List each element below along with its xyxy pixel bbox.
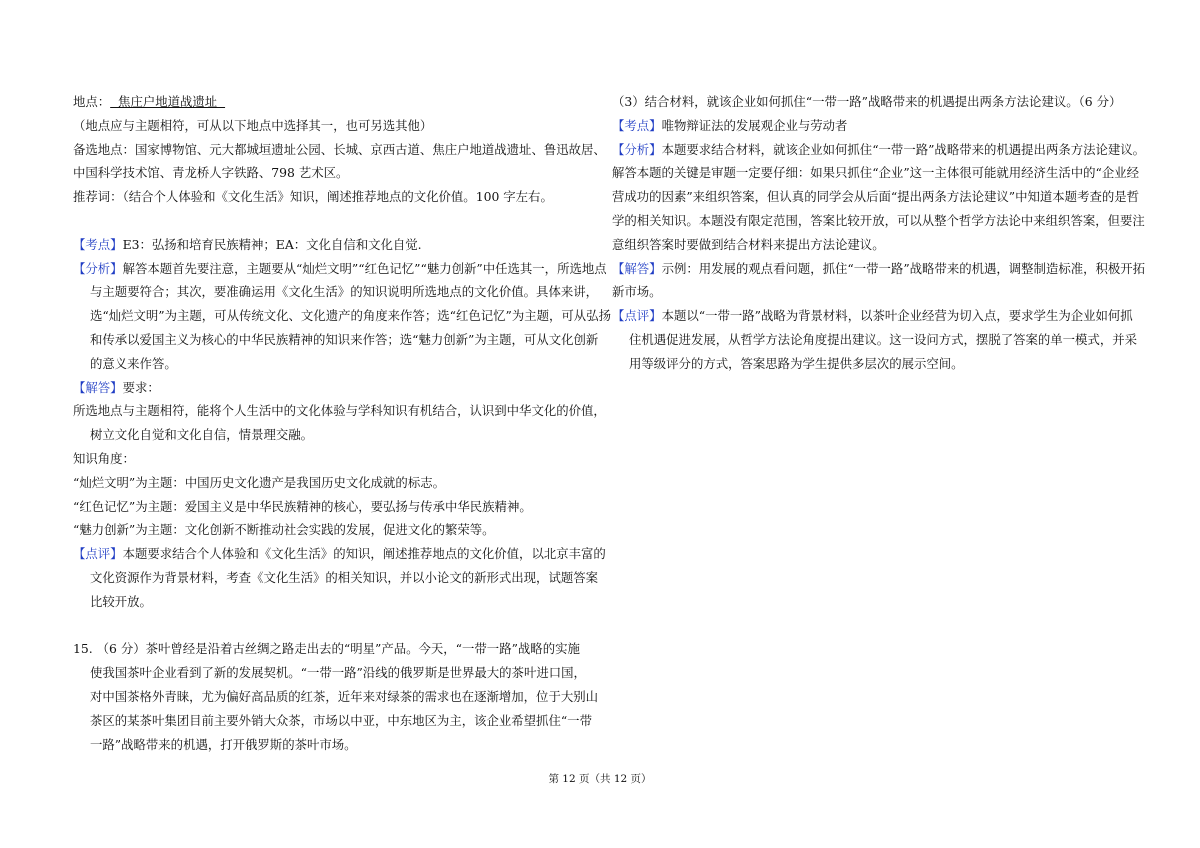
fenxi-line: 本题要求结合材料，就该企业如何抓住“一带一路”战略带来的机遇提出两条方法论建议。 <box>661 141 1146 157</box>
location-hint: （地点应与主题相符，可从以下地点中选择其一，也可另选其他） <box>73 117 433 133</box>
fenxi-section <box>612 138 1146 162</box>
kaodian-text: E3：弘扬和培育民族精神；EA：文化自信和文化自觉. <box>122 236 422 252</box>
jieda-line: 新市场。 <box>612 284 662 300</box>
dianping-line: 住机遇促进发展，从哲学方法论角度提出建议。这一设问方式，摆脱了答案的单一模式，并采 <box>629 331 1138 347</box>
fenxi-line: 解答本题首先要注意，主题要从“灿烂文明”“红色记忆”“魅力创新”中任选其一，所选地点 <box>122 260 607 276</box>
location-value: 焦庄户地道战遗址 <box>110 94 226 109</box>
kaodian-text: 唯物辩证法的发展观企业与劳动者 <box>661 117 848 133</box>
fenxi-line: 的意义来作答。 <box>90 355 177 371</box>
fenxi-line: 意组织答案时要做到结合材料来提出方法论建议。 <box>612 236 885 252</box>
dianping-tag: 【点评】 <box>73 546 123 562</box>
fenxi-line: 和传承以爱国主义为核心的中华民族精神的知识来作答；选“魅力创新”为主题，可从文化创新 <box>90 331 599 347</box>
right-column <box>612 90 1146 376</box>
jieda-section <box>612 257 1146 281</box>
kaodian-tag: 【考点】 <box>612 117 662 133</box>
kaodian-section <box>73 233 595 257</box>
dianping-line: 本题以“一带一路”战略为背景材料，以茶叶企业经营为切入点，要求学生为企业如何抓 <box>661 308 1133 324</box>
fenxi-line: 解答本题的关键是审题一定要仔细：如果只抓住“企业”这一主体很可能就用经济生活中的“企业经 <box>612 165 1140 181</box>
fenxi-tag: 【分析】 <box>612 141 662 157</box>
jieda-line: 所选地点与主题相符，能将个人生活中的文化体验与学科知识有机结合，认识到中华文化的价值， <box>73 403 606 419</box>
jieda-line: 要求： <box>122 379 160 395</box>
options-line: 中国科学技术馆、青龙桥人字铁路、798 艺术区。 <box>73 165 349 181</box>
jieda-tag: 【解答】 <box>73 379 123 395</box>
question-3: （3）结合材料，就该企业如何抓住“一带一路”战略带来的机遇提出两条方法论建议。（6 分） <box>612 94 1122 109</box>
jieda-line: “魅力创新”为主题：文化创新不断推动社会实践的发展，促进文化的繁荣等。 <box>73 522 495 538</box>
question-15-line: 对中国茶格外青睐，尤为偏好高品质的红茶，近年来对绿茶的需求也在逐渐增加，位于大别山 <box>90 688 599 704</box>
jieda-line: “红色记忆”为主题：爱国主义是中华民族精神的核心，要弘扬与传承中华民族精神。 <box>73 498 532 514</box>
jieda-line: 示例：用发展的观点看问题，抓住“一带一路”战略带来的机遇，调整制造标准，积极开拓 <box>661 260 1146 276</box>
jieda-tag: 【解答】 <box>612 260 662 276</box>
question-15-line: 一路”战略带来的机遇，打开俄罗斯的茶叶市场。 <box>90 736 357 752</box>
left-column <box>73 90 611 756</box>
question-15: 15. （6 分）茶叶曾经是沿着古丝绸之路走出去的“明星”产品。今天，“一带一路”战略的实施 <box>73 641 580 657</box>
kaodian-tag: 【考点】 <box>73 236 123 252</box>
dianping-line: 用等级评分的方式，答案思路为学生提供多层次的展示空间。 <box>629 355 964 371</box>
question-15-line: 茶区的某茶叶集团目前主要外销大众茶，市场以中亚，中东地区为主，该企业希望抓住“一带 <box>90 712 592 728</box>
dianping-line: 本题要求结合个人体验和《文化生活》的知识，阐述推荐地点的文化价值，以北京丰富的 <box>122 546 606 562</box>
kaodian-section <box>612 114 1136 138</box>
dianping-section <box>612 304 1136 328</box>
fenxi-line: 选“灿烂文明”为主题，可从传统文化、文化遗产的角度来作答；选“红色记忆”为主题，可从弘扬 <box>90 308 611 324</box>
jieda-line: “灿烂文明”为主题：中国历史文化遗产是我国历史文化成就的标志。 <box>73 474 445 490</box>
dianping-tag: 【点评】 <box>612 308 662 324</box>
dianping-line: 文化资源作为背景材料，考查《文化生活》的相关知识，并以小论文的新形式出现，试题答案 <box>90 569 599 585</box>
recommend-line: 推荐词：（结合个人体验和《文化生活》知识，阐述推荐地点的文化价值。100 字左右。 <box>73 189 553 205</box>
options-line: 备选地点：国家博物馆、元大都城垣遗址公园、长城、京西古道、焦庄户地道战遗址、鲁迅故居、 <box>73 141 606 157</box>
jieda-section <box>73 376 595 400</box>
jieda-line: 树立文化自觉和文化自信，情景理交融。 <box>90 427 314 443</box>
fenxi-tag: 【分析】 <box>73 260 123 276</box>
dianping-line: 比较开放。 <box>90 593 152 609</box>
location-label: 地点： <box>73 94 111 109</box>
fenxi-line: 与主题要符合；其次，要准确运用《文化生活》的知识说明所选地点的文化价值。具体来讲， <box>90 284 599 300</box>
page-footer: 第 12 页（共 12 页） <box>548 773 652 785</box>
location-line <box>73 90 595 114</box>
question-15-line: 使我国茶叶企业看到了新的发展契机。“一带一路”沿线的俄罗斯是世界最大的茶叶进口国， <box>90 665 586 681</box>
fenxi-line: 学的相关知识。本题没有限定范围，答案比较开放，可以从整个哲学方法论中来组织答案，但要注 <box>612 212 1145 228</box>
dianping-section <box>73 542 606 566</box>
fenxi-line: 营成功的因素”来组织答案，但认真的同学会从后面“提出两条方法论建议”中知道本题考查的是哲 <box>612 189 1140 205</box>
fenxi-section <box>73 257 607 281</box>
jieda-line: 知识角度： <box>73 450 135 466</box>
